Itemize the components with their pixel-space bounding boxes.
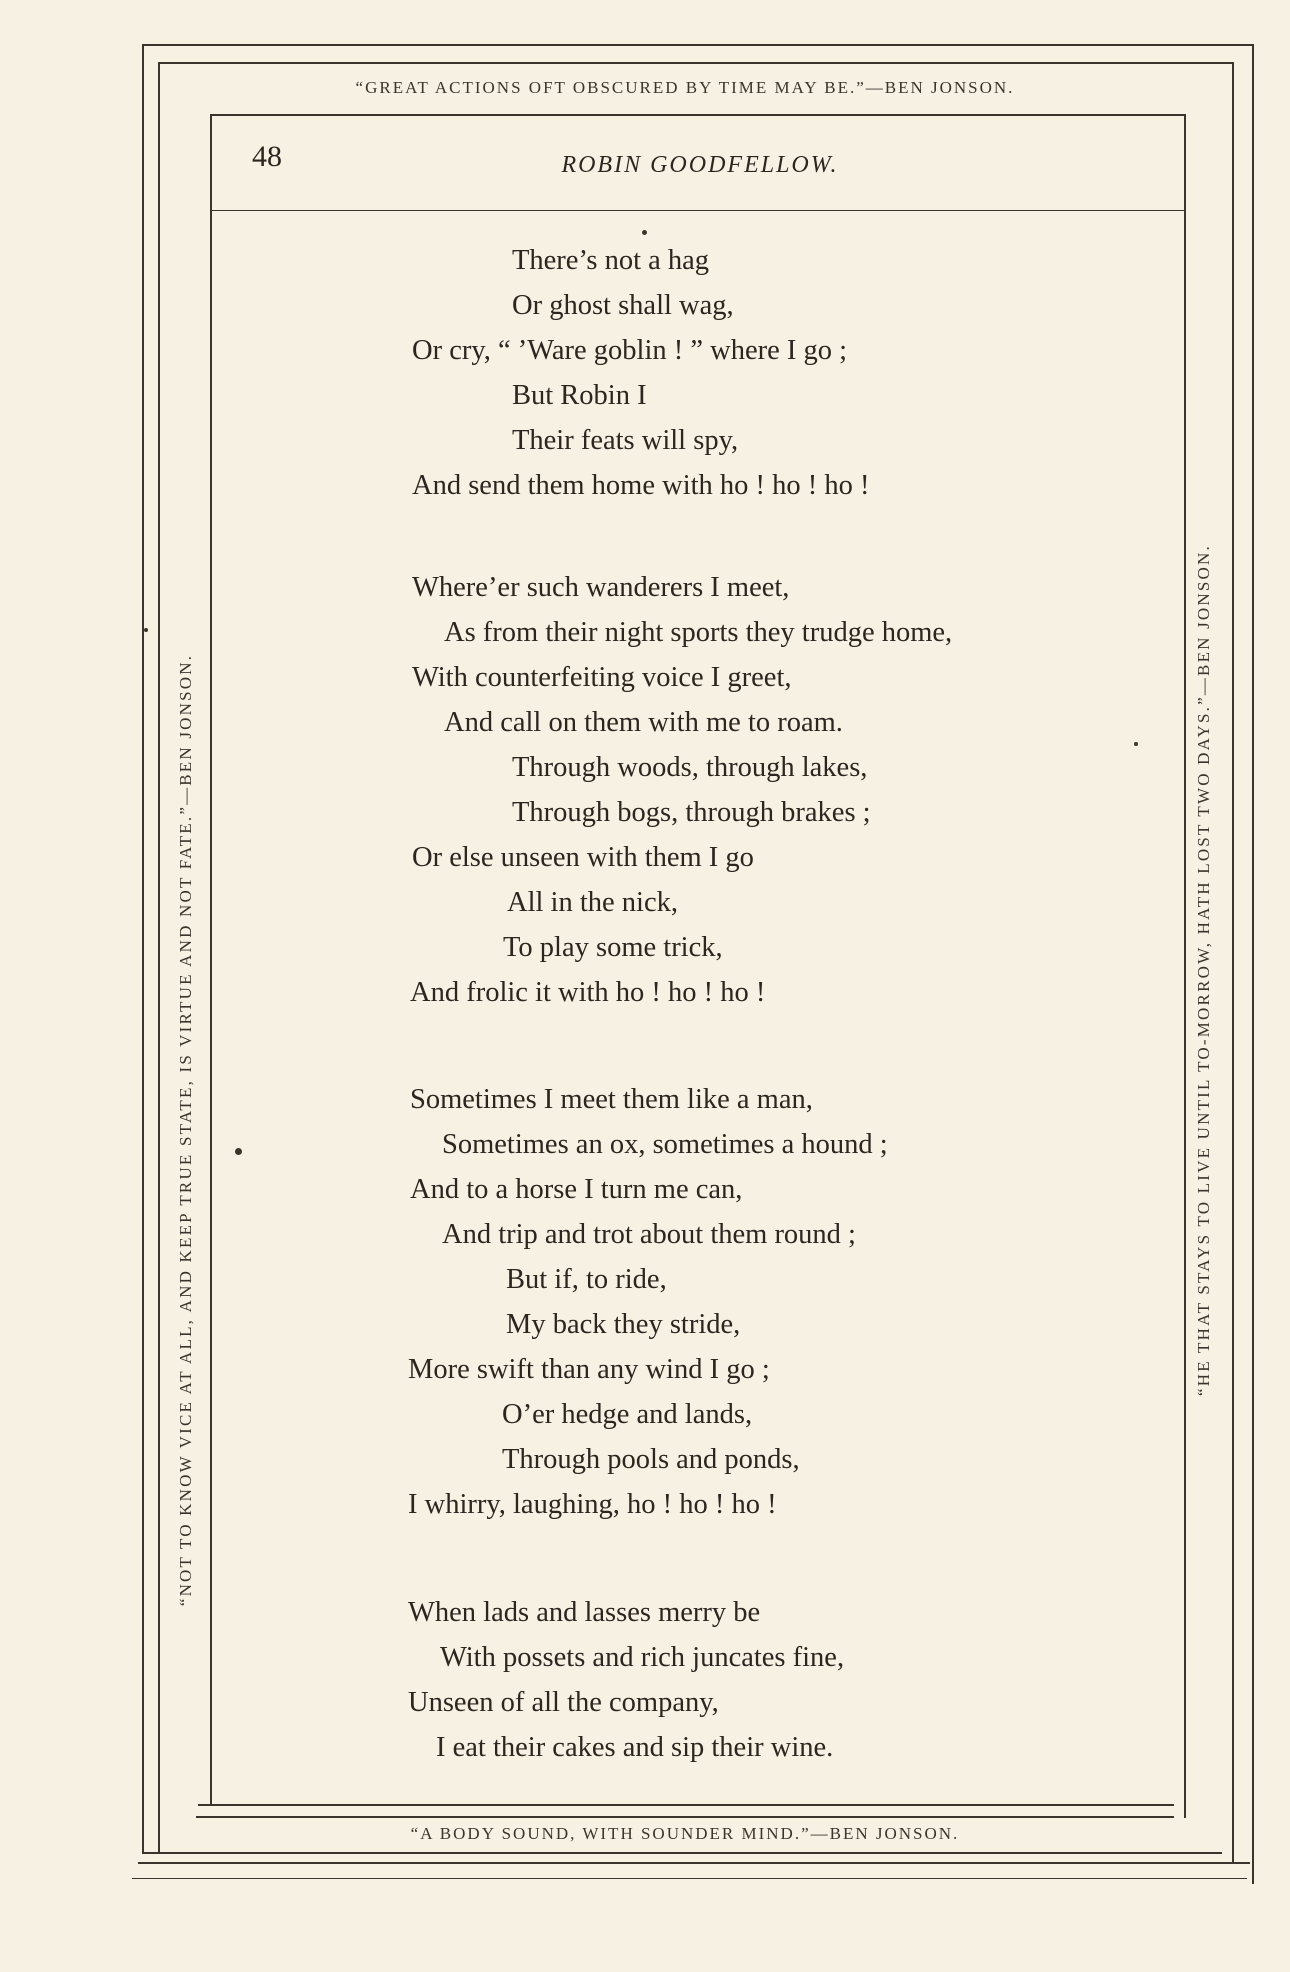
- poem-line: With possets and rich juncates fine,: [440, 1642, 845, 1673]
- inner-frame-left: [158, 62, 160, 1852]
- poem-line: All in the nick,: [507, 887, 678, 918]
- poem-line: Or ghost shall wag,: [512, 290, 734, 321]
- poem-line: Or else unseen with them I go: [412, 842, 754, 873]
- poem-line: Through pools and ponds,: [502, 1444, 800, 1475]
- ink-speck: [144, 628, 148, 632]
- poem-line: And to a horse I turn me can,: [410, 1174, 743, 1205]
- poem-line: And trip and trot about them round ;: [442, 1219, 856, 1250]
- poem-line: To play some trick,: [503, 932, 723, 963]
- poem-line: O’er hedge and lands,: [502, 1399, 753, 1430]
- poem-line: As from their night sports they trudge home,: [444, 617, 953, 648]
- bottom-margin-quote: “A BODY SOUND, WITH SOUNDER MIND.”—BEN JONSON.: [410, 1824, 960, 1843]
- bottom-rule-1: [142, 1852, 1222, 1854]
- poem-line: And call on them with me to roam.: [444, 707, 843, 738]
- text-frame-bottom: [198, 1804, 1174, 1806]
- ink-speck: [1134, 742, 1138, 746]
- text-frame-top: [210, 114, 1186, 116]
- poem-line: Through woods, through lakes,: [512, 752, 868, 783]
- poem-line: When lads and lasses merry be: [408, 1597, 761, 1628]
- poem-line: More swift than any wind I go ;: [408, 1354, 770, 1385]
- bottom-rule-2: [138, 1862, 1250, 1864]
- bottom-rule-3: [132, 1878, 1247, 1879]
- page-number: 48: [252, 140, 282, 173]
- outer-frame-top: [142, 44, 1254, 46]
- poem-line: And frolic it with ho ! ho ! ho !: [410, 977, 766, 1008]
- poem-line: Or cry, “ ’Ware goblin ! ” where I go ;: [412, 335, 848, 366]
- text-frame-bottom-2: [196, 1816, 1174, 1818]
- left-margin-quote: “NOT TO KNOW VICE AT ALL, AND KEEP TRUE STATE, IS VIRTUE AND NOT FATE.”—BEN JONSON.: [176, 653, 195, 1607]
- ink-speck: [642, 230, 647, 235]
- poem-line: There’s not a hag: [512, 245, 710, 276]
- poem-line: Sometimes I meet them like a man,: [410, 1084, 813, 1115]
- text-frame-right: [1184, 114, 1186, 1818]
- poem-line: And send them home with ho ! ho ! ho !: [412, 470, 870, 501]
- poem-line: But Robin I: [512, 380, 647, 411]
- poem-line: With counterfeiting voice I greet,: [412, 662, 792, 693]
- poem-line: Unseen of all the company,: [408, 1687, 719, 1718]
- poem-line: My back they stride,: [506, 1309, 741, 1340]
- poem-line: I eat their cakes and sip their wine.: [436, 1732, 834, 1763]
- header-divider: [210, 210, 1186, 211]
- outer-frame-right: [1252, 44, 1254, 1884]
- inner-frame-right: [1232, 62, 1234, 1862]
- top-margin-quote: “GREAT ACTIONS OFT OBSCURED BY TIME MAY BE.”—BEN JONSON.: [355, 78, 1015, 97]
- text-frame-left: [210, 114, 212, 1806]
- poem-line: Through bogs, through brakes ;: [512, 797, 871, 828]
- poem-line: Where’er such wanderers I meet,: [412, 572, 790, 603]
- right-margin-quote: “HE THAT STAYS TO LIVE UNTIL TO-MORROW, HATH LOST TWO DAYS.”—BEN JONSON.: [1194, 544, 1213, 1396]
- poem-line: I whirry, laughing, ho ! ho ! ho !: [408, 1489, 777, 1520]
- poem-line: But if, to ride,: [506, 1264, 667, 1295]
- ink-speck: [235, 1148, 242, 1155]
- outer-frame-left: [142, 44, 144, 1854]
- inner-frame-top: [158, 62, 1234, 64]
- poem-line: Their feats will spy,: [512, 425, 739, 456]
- running-title: ROBIN GOODFELLOW.: [561, 152, 839, 178]
- poem-line: Sometimes an ox, sometimes a hound ;: [442, 1129, 888, 1160]
